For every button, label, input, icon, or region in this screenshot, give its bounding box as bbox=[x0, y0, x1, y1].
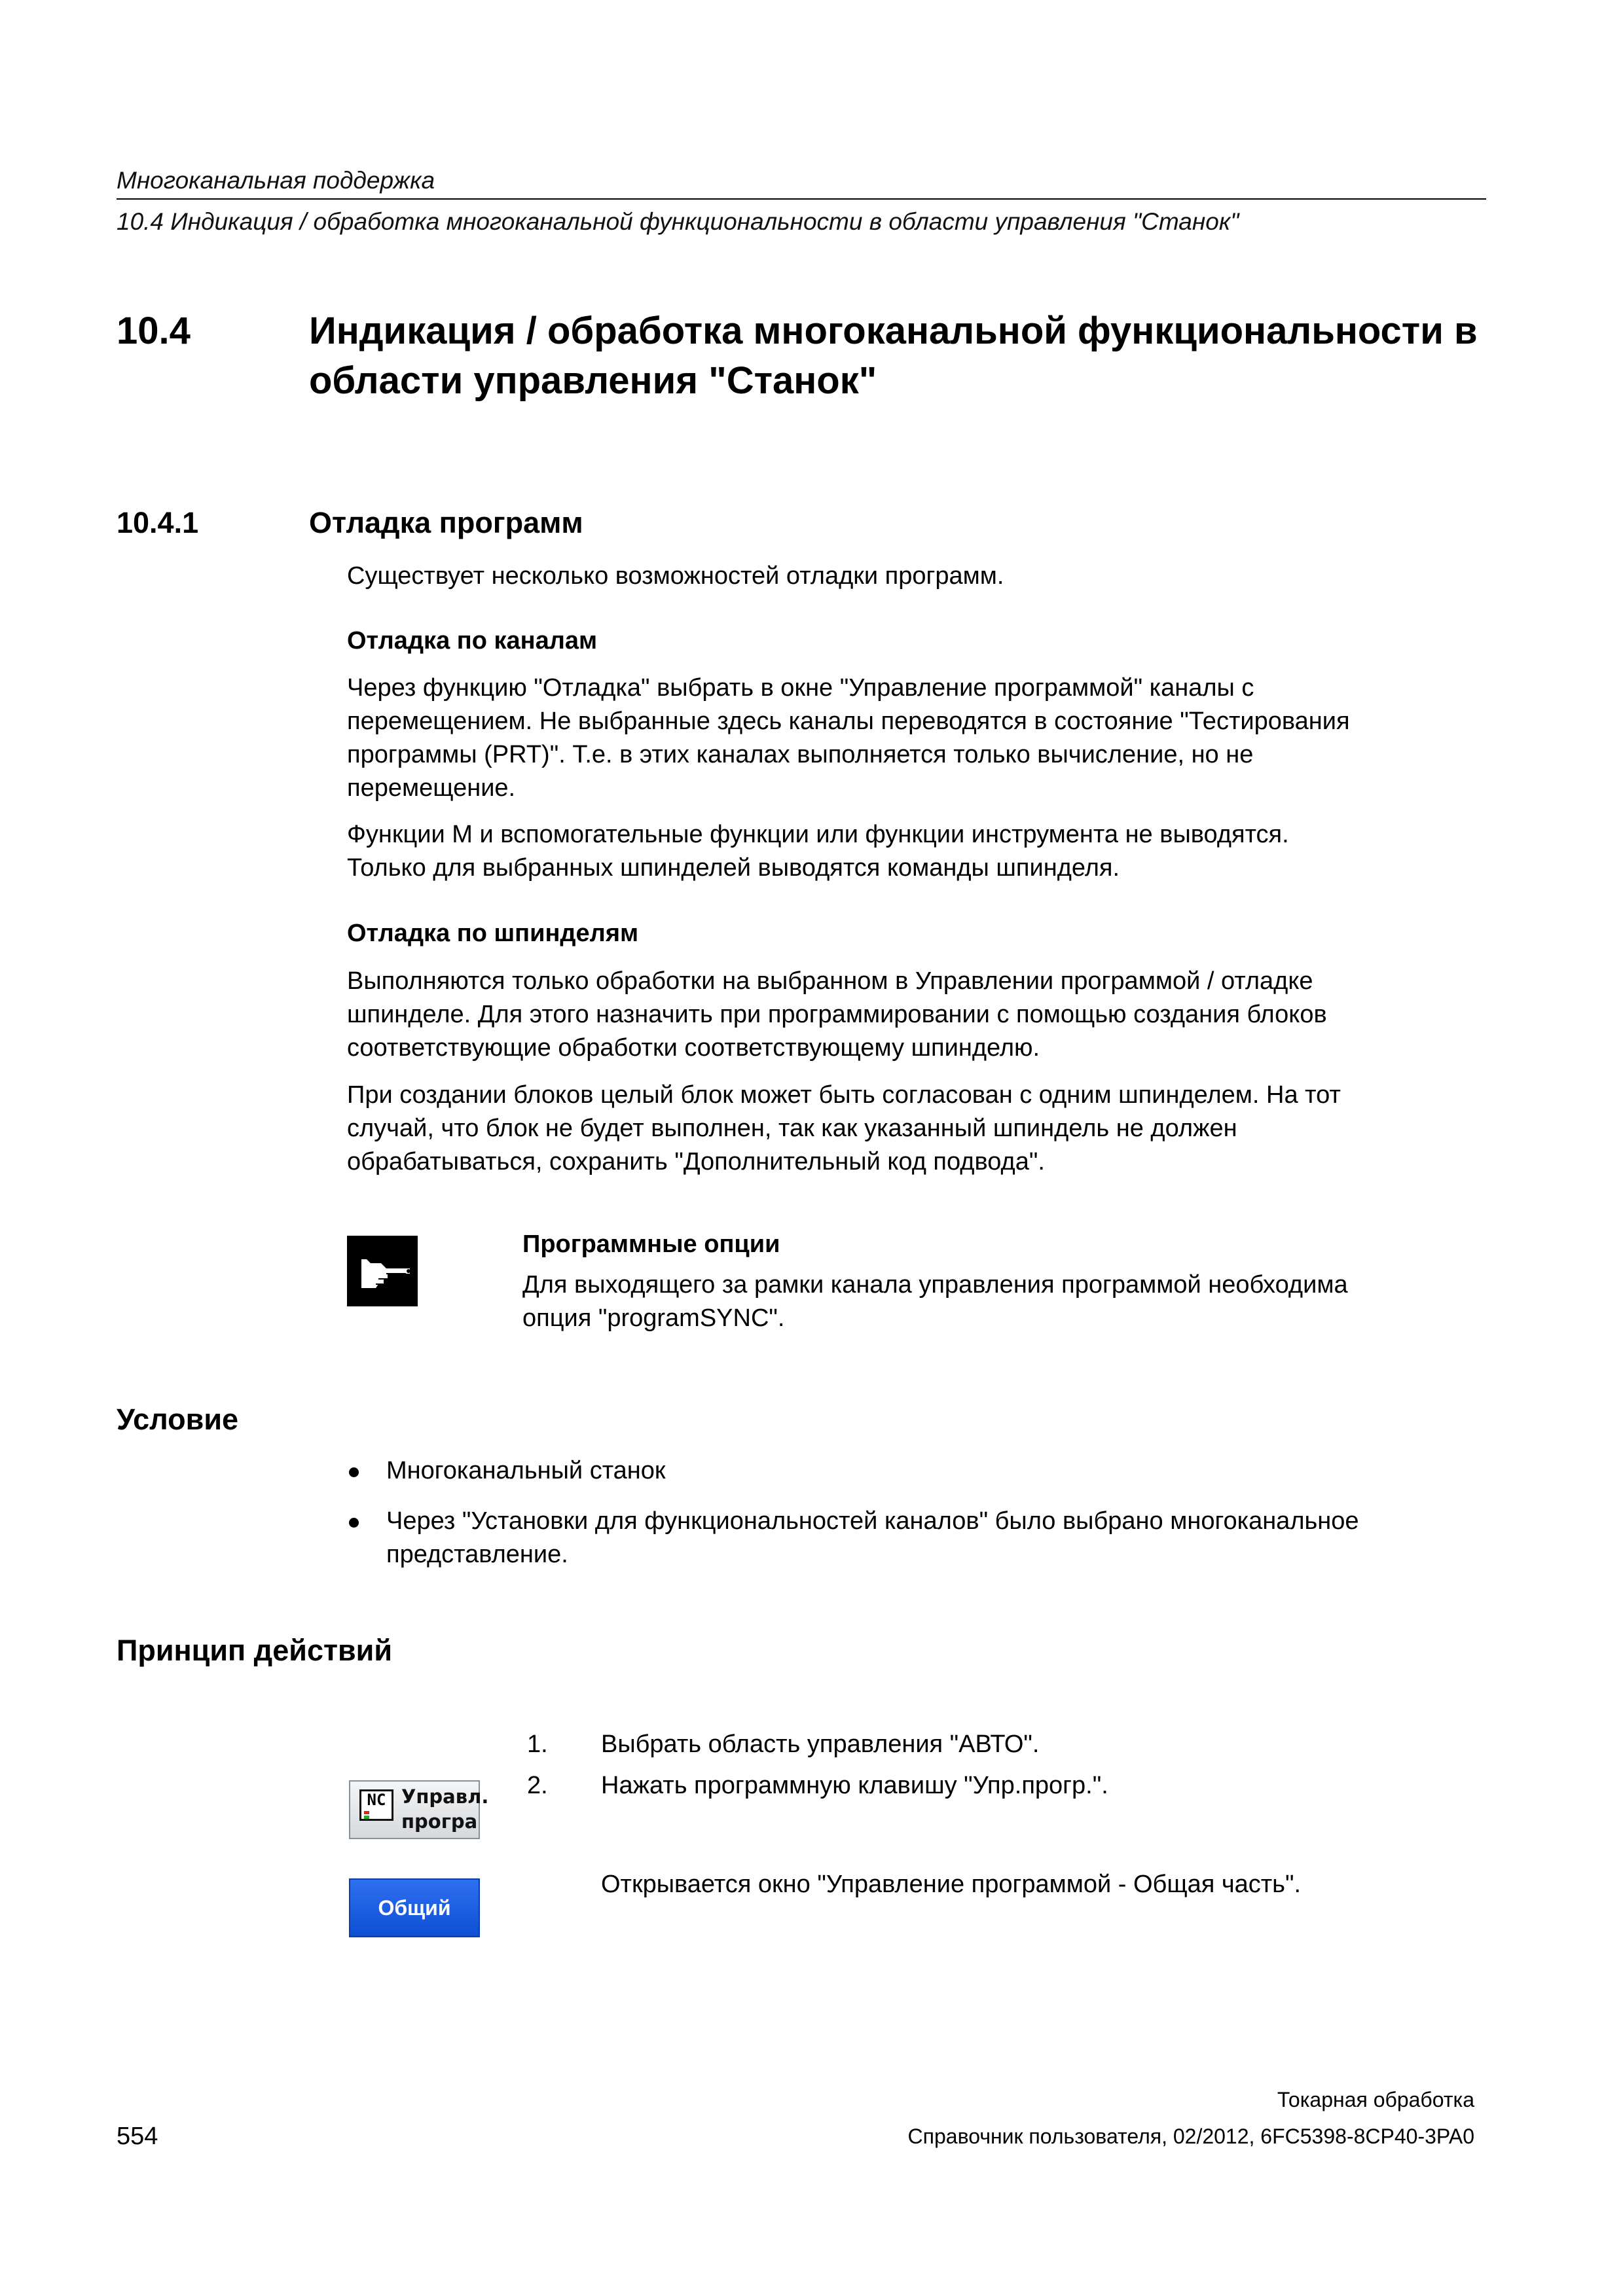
debug-spindles-paragraph-2 bbox=[347, 1079, 1341, 1179]
text-line: Через функцию "Отладка" выбрать в окне "Управление программой" каналы с bbox=[347, 674, 1254, 702]
step-number: 1. bbox=[527, 1731, 548, 1758]
debug-channels-heading: Отладка по каналам bbox=[347, 627, 598, 655]
text-line: программы (PRT)". Т.е. в этих каналах выполняется только вычисление, но не bbox=[347, 741, 1254, 768]
condition-item bbox=[386, 1454, 666, 1488]
softkey-label: Управл. програ bbox=[401, 1785, 489, 1833]
intro-text: Существует несколько возможностей отладки программ. bbox=[347, 562, 1004, 590]
subsection-title: Отладка программ bbox=[309, 506, 583, 539]
bullet-icon bbox=[349, 1467, 359, 1477]
pointing-hand-icon bbox=[347, 1236, 418, 1306]
running-header-section: 10.4 Индикация / обработка многоканальной функциональности в области управления "Станок" bbox=[117, 208, 1239, 235]
text-line: Многоканальный станок bbox=[386, 1457, 666, 1484]
principle-heading: Принцип действий bbox=[117, 1634, 392, 1667]
text-line: Функции M и вспомогательные функции или функции инструмента не выводятся. bbox=[347, 821, 1289, 848]
program-control-softkey[interactable] bbox=[349, 1780, 489, 1839]
text-line: случай, что блок не будет выполнен, так как указанный шпиндель не должен bbox=[347, 1115, 1237, 1142]
text-line: Через "Установки для функциональностей каналов" было выбрано многоканальное bbox=[386, 1507, 1359, 1535]
text-line: соответствующие обработки соответствующему шпинделю. bbox=[347, 1034, 1040, 1062]
nc-icon-text: NC bbox=[367, 1791, 386, 1809]
general-softkey[interactable]: Общий bbox=[349, 1878, 480, 1937]
bullet-icon bbox=[349, 1518, 359, 1528]
options-text bbox=[522, 1268, 1348, 1335]
running-header-chapter: Многоканальная поддержка bbox=[117, 167, 435, 194]
debug-spindles-paragraph-1 bbox=[347, 965, 1327, 1065]
text-line: Для выходящего за рамки канала управления программой необходима bbox=[522, 1271, 1348, 1299]
debug-spindles-heading: Отладка по шпинделям bbox=[347, 920, 639, 947]
text-line: перемещением. Не выбранные здесь каналы переводятся в состояние "Тестирования bbox=[347, 708, 1350, 735]
text-line: Только для выбранных шпинделей выводятся команды шпинделя. bbox=[347, 854, 1120, 882]
footer-book-title: Токарная обработка bbox=[1277, 2088, 1474, 2111]
subsection-number: 10.4.1 bbox=[117, 506, 199, 539]
condition-item bbox=[386, 1505, 1359, 1571]
text-line: обрабатываться, сохранить "Дополнительный код подвода". bbox=[347, 1148, 1045, 1175]
result-text: Открывается окно "Управление программой - Общая часть". bbox=[601, 1871, 1302, 1898]
section-title-line2: области управления "Станок" bbox=[309, 359, 877, 402]
red-indicator-icon bbox=[364, 1811, 369, 1814]
section-title-line1: Индикация / обработка многоканальной функциональности в bbox=[309, 310, 1478, 352]
page-number: 554 bbox=[117, 2123, 158, 2150]
condition-heading: Условие bbox=[117, 1403, 239, 1436]
header-rule bbox=[117, 198, 1486, 200]
nc-program-icon bbox=[359, 1789, 393, 1821]
step-number: 2. bbox=[527, 1772, 548, 1799]
text-line: При создании блоков целый блок может быть согласован с одним шпинделем. На тот bbox=[347, 1081, 1341, 1109]
options-heading: Программные опции bbox=[522, 1230, 780, 1258]
debug-channels-paragraph-1 bbox=[347, 672, 1350, 805]
text-line: представление. bbox=[386, 1541, 568, 1568]
text-line: опция "programSYNC". bbox=[522, 1304, 785, 1332]
text-line: Выполняются только обработки на выбранном в Управлении программой / отладке bbox=[347, 967, 1313, 995]
debug-channels-paragraph-2 bbox=[347, 818, 1289, 885]
green-indicator-icon bbox=[364, 1816, 369, 1819]
footer-manual-info: Справочник пользователя, 02/2012, 6FC5398-8CP40-3PA0 bbox=[907, 2125, 1474, 2148]
text-line: перемещение. bbox=[347, 774, 516, 802]
step-text: Нажать программную клавишу "Упр.прогр.". bbox=[601, 1772, 1108, 1799]
section-number: 10.4 bbox=[117, 310, 191, 352]
step-text: Выбрать область управления "АВТО". bbox=[601, 1731, 1040, 1758]
text-line: шпинделе. Для этого назначить при программировании с помощью создания блоков bbox=[347, 1001, 1327, 1028]
